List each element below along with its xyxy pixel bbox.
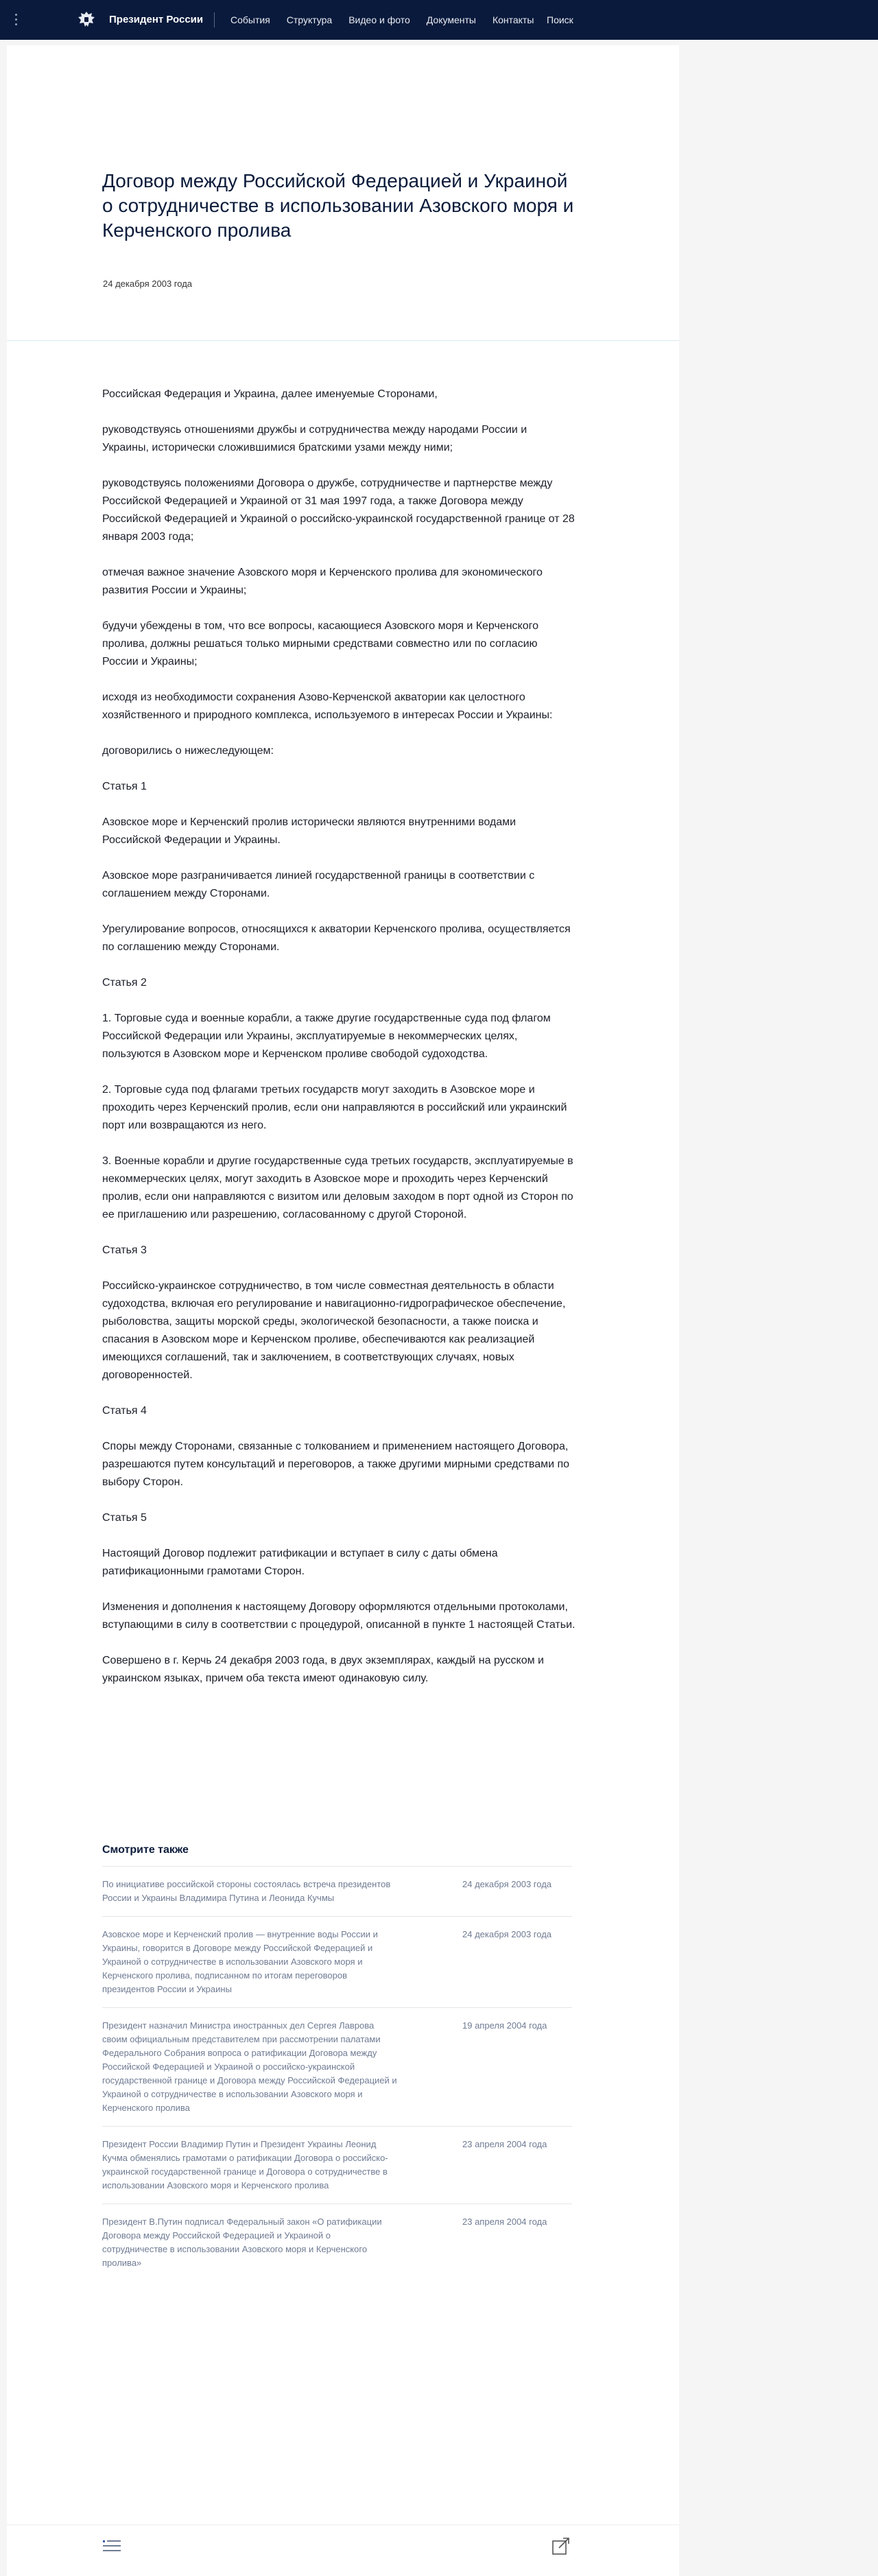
article-heading: Статья 4 — [102, 1405, 147, 1417]
document-page — [7, 45, 679, 2576]
related-item-date: 24 декабря 2003 года — [462, 1879, 552, 1889]
paragraph: руководствуясь положениями Договора о дружбе, сотрудничестве и партнерстве между Российской Федерацией и Украиной от 31 мая 1997 года, а также Договора между Российской Федерацией и Украиной о российско-украинской государственной границе от 28 января 2003 года; — [102, 477, 575, 543]
related-item[interactable] — [102, 2007, 572, 2126]
paragraph: руководствуясь отношениями дружбы и сотрудничества между народами России и Украины, исторически сложившимися братскими узами между ними; — [102, 424, 527, 453]
site-brand-link[interactable]: Президент России — [109, 14, 204, 25]
page-title: Договор между Российской Федерацией и Украиной о сотрудничестве в использовании Азовского моря и Керченского пролива — [102, 170, 574, 241]
eagle-emblem-icon[interactable] — [75, 9, 97, 31]
paragraph: 1. Торговые суда и военные корабли, а также другие государственные суда под флагом Российской Федерации или Украины, эксплуатируемые в некоммерческих целях, пользуются в Азовском море и Керченском проливе свободой судоходства. — [102, 1013, 551, 1060]
document-body — [102, 386, 576, 1705]
related-item-date: 23 апреля 2004 года — [462, 2217, 547, 2227]
see-also-title: Смотрите также — [102, 1844, 189, 1856]
paragraph: 3. Военные корабли и другие государственные суда третьих государств, эксплуатируемые в некоммерческих целях, могут заходить в Азовское море и проходить через Керченский пролив, если они направляются с визитом или деловым заходом в порт одной из Сторон по ее приглашению или разрешению, согласованному с другой Стороной. — [102, 1155, 573, 1220]
nav-item-video-photo[interactable]: Видео и фото — [348, 14, 410, 25]
related-item[interactable] — [102, 1916, 572, 2007]
paragraph: 2. Торговые суда под флагами третьих государств могут заходить в Азовское море и проходить через Керченский пролив, если они направляются в российский или украинский порт или возвращаются из него. — [102, 1084, 567, 1131]
paragraph: отмечая важное значение Азовского моря и Керченского пролива для экономического развития России и Украины; — [102, 567, 543, 596]
related-item-link[interactable]: Президент назначил Министра иностранных дел Сергея Лаврова своим официальным представителем при рассмотрении палатами Федерального Собрания вопроса о ратификации Договора между Российской Федерацией и Украиной о российско-украинской государственной границе и Договора между Российской Федерацией и Украиной о сотрудничестве в использовании Азовского моря и Керченского пролива — [102, 2020, 397, 2113]
related-item-link[interactable]: Азовское море и Керченский пролив — внутренние воды России и Украины, говорится в Договоре между Российской Федерацией и Украиной о сотрудничестве в использовании Азовского моря и Керченского пролива, подписанном по итогам переговоров президентов России и Украины — [102, 1929, 378, 1994]
paragraph: Изменения и дополнения к настоящему Договору оформляются отдельными протоколами, вступающими в силу в соответствии с процедурой, описанной в пункте 1 настоящей Статьи. — [102, 1601, 576, 1631]
nav-item-contacts[interactable]: Контакты — [492, 14, 534, 25]
paragraph: Российско-украинское сотрудничество, в том числе совместная деятельность в области судоходства, включая его регулирование и навигационно-гидрографическое обеспечение, рыболовства, защиты морской среды, экологической безопасности, а также поиска и спасания в Азовском море и Керченском проливе, обеспечиваются как реализацией имеющихся соглашений, так и заключением, в соответствующих случаях, новых договоренностей. — [102, 1280, 566, 1381]
related-item[interactable] — [102, 2126, 572, 2203]
see-also-section — [102, 1844, 572, 2281]
paragraph: исходя из необходимости сохранения Азово-Керченской акватории как целостного хозяйственного и природного комплекса, используемого в интересах России и Украины: — [102, 692, 553, 721]
paragraph: Азовское море и Керченский пролив исторически являются внутренними водами Российской Федерации и Украины. — [102, 816, 517, 846]
paragraph: Азовское море разграничивается линией государственной границы в соответствии с соглашением между Сторонами. — [102, 870, 535, 899]
related-item[interactable] — [102, 2203, 572, 2281]
paragraph: будучи убеждены в том, что все вопросы, касающиеся Азовского моря и Керченского пролива, должны решаться только мирными средствами совместно или по согласию России и Украины; — [102, 620, 538, 667]
related-item-date: 23 апреля 2004 года — [462, 2139, 547, 2149]
top-navbar — [0, 0, 878, 40]
nav-item-documents[interactable]: Документы — [426, 14, 476, 25]
nav-item-events[interactable]: События — [230, 14, 270, 25]
article-heading: Статья 1 — [102, 781, 147, 792]
nav-search-link[interactable]: Поиск — [547, 14, 573, 25]
article-heading: Статья 3 — [102, 1244, 147, 1256]
document-header — [7, 45, 679, 341]
related-item-link[interactable]: Президент В.Путин подписал Федеральный закон «О ратификации Договора между Российской Федерацией и Украиной о сотрудничестве в использовании Азовского моря и Керченского пролива» — [102, 2217, 382, 2268]
paragraph: Настоящий Договор подлежит ратификации и вступает в силу с даты обмена ратификационными грамотами Сторон. — [102, 1548, 498, 1577]
related-item-link[interactable]: По инициативе российской стороны состоялась встреча президентов России и Украины Владимира Путина и Леонида Кучмы — [102, 1879, 391, 1903]
paragraph: Урегулирование вопросов, относящихся к акватории Керченского пролива, осуществляется по соглашению между Сторонами. — [102, 923, 571, 953]
paragraph: Споры между Сторонами, связанные с толкованием и применением настоящего Договора, разрешаются путем консультаций и переговоров, а также другими мирными средствами по выбору Сторон. — [102, 1441, 570, 1488]
more-menu-icon[interactable] — [12, 12, 21, 28]
nav-divider — [214, 12, 215, 27]
article-heading: Статья 5 — [102, 1512, 147, 1524]
paragraph: договорились о нижеследующем: — [102, 745, 274, 757]
related-item-date: 19 апреля 2004 года — [462, 2020, 547, 2031]
paragraph: Совершено в г. Керчь 24 декабря 2003 года, в двух экземплярах, каждый на русском и украинском языках, причем оба текста имеют одинаковую силу. — [102, 1655, 544, 1684]
document-date: 24 декабря 2003 года — [103, 279, 193, 289]
share-icon[interactable] — [551, 2536, 571, 2556]
main-menu — [230, 14, 550, 25]
document-menu-icon[interactable] — [103, 2540, 121, 2553]
nav-item-structure[interactable]: Структура — [286, 14, 333, 25]
related-item-link[interactable]: Президент России Владимир Путин и Президент Украины Леонид Кучма обменялись грамотами о ратификации Договора о российско-украинской государственной границе и Договора о сотрудничестве в использовании Азовского моря и Керченского пролива — [102, 2139, 388, 2190]
related-item-date: 24 декабря 2003 года — [462, 1929, 552, 1939]
related-item[interactable] — [102, 1866, 572, 1916]
paragraph: Российская Федерация и Украина, далее именуемые Сторонами, — [102, 388, 438, 400]
article-heading: Статья 2 — [102, 977, 147, 989]
